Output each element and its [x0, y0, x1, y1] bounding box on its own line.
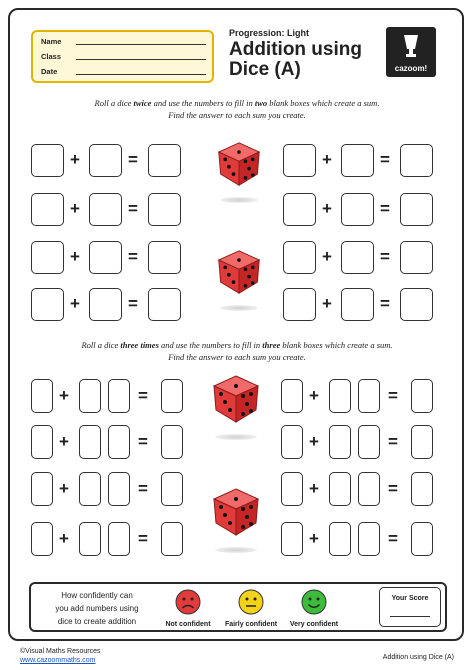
answer-box-addend[interactable] — [108, 522, 130, 556]
answer-box-addend[interactable] — [283, 288, 316, 321]
class-line[interactable] — [76, 59, 206, 60]
dice-shadow — [220, 305, 258, 311]
answer-box-addend[interactable] — [358, 522, 380, 556]
dice-icon — [216, 249, 262, 295]
equals-sign: = — [388, 386, 398, 405]
answer-box-addend[interactable] — [358, 425, 380, 459]
answer-box-addend[interactable] — [31, 425, 53, 459]
name-label: Name — [41, 37, 62, 46]
answer-box-total[interactable] — [161, 425, 183, 459]
answer-box-addend[interactable] — [281, 472, 303, 506]
answer-box-addend[interactable] — [329, 379, 351, 413]
answer-box-total[interactable] — [411, 472, 433, 506]
answer-box-total[interactable] — [148, 288, 181, 321]
answer-box-total[interactable] — [400, 193, 433, 226]
answer-box-total[interactable] — [148, 241, 181, 274]
score-line — [390, 616, 430, 617]
equals-sign: = — [128, 150, 138, 169]
answer-box-addend[interactable] — [31, 522, 53, 556]
copyright-text: ©Visual Maths Resources — [20, 648, 101, 655]
answer-box-total[interactable] — [148, 144, 181, 177]
very-confident-label: Very confident — [289, 621, 339, 628]
plus-sign: + — [309, 386, 319, 405]
title-line-2: Dice (A) — [229, 59, 301, 80]
not-confident-label: Not confident — [165, 621, 211, 628]
cazoom-logo-icon — [386, 27, 436, 77]
answer-box-addend[interactable] — [108, 425, 130, 459]
date-line[interactable] — [76, 74, 206, 75]
fairly-confident-label: Fairly confident — [224, 621, 278, 628]
plus-sign: + — [70, 247, 80, 266]
plus-sign: + — [309, 529, 319, 548]
footer-left — [20, 647, 101, 665]
plus-sign: + — [322, 294, 332, 313]
answer-box-addend[interactable] — [358, 379, 380, 413]
answer-box-addend[interactable] — [329, 472, 351, 506]
answer-box-total[interactable] — [411, 522, 433, 556]
answer-box-total[interactable] — [161, 472, 183, 506]
answer-box-addend[interactable] — [108, 472, 130, 506]
title-line-1: Addition using — [229, 39, 362, 60]
equals-sign: = — [388, 432, 398, 451]
page-title — [229, 40, 362, 80]
dice-icon — [211, 374, 261, 424]
answer-box-total[interactable] — [161, 522, 183, 556]
dice-icon — [216, 141, 262, 187]
progression-label: Progression: Light — [229, 28, 310, 38]
footer-title: Addition using Dice (A) — [382, 654, 454, 661]
instruction-2-line-1: Roll a dice three times and use the numbers to fill in three blank boxes which create a sum. — [81, 340, 393, 350]
confidence-panel — [29, 582, 447, 632]
answer-box-addend[interactable] — [341, 241, 374, 274]
plus-sign: + — [59, 432, 69, 451]
answer-box-addend[interactable] — [281, 425, 303, 459]
answer-box-addend[interactable] — [89, 193, 122, 226]
plus-sign: + — [70, 150, 80, 169]
answer-box-addend[interactable] — [108, 379, 130, 413]
answer-box-addend[interactable] — [31, 144, 64, 177]
answer-box-addend[interactable] — [283, 193, 316, 226]
answer-box-total[interactable] — [400, 144, 433, 177]
answer-box-addend[interactable] — [31, 288, 64, 321]
equals-sign: = — [138, 479, 148, 498]
plus-sign: + — [322, 150, 332, 169]
answer-box-addend[interactable] — [341, 144, 374, 177]
name-row — [41, 37, 206, 46]
equals-sign: = — [380, 150, 390, 169]
website-link[interactable]: www.cazoommaths.com — [20, 657, 96, 664]
answer-box-addend[interactable] — [89, 144, 122, 177]
answer-box-total[interactable] — [400, 288, 433, 321]
plus-sign: + — [59, 386, 69, 405]
answer-box-addend[interactable] — [281, 379, 303, 413]
answer-box-total[interactable] — [411, 379, 433, 413]
answer-box-addend[interactable] — [79, 379, 101, 413]
plus-sign: + — [309, 432, 319, 451]
answer-box-addend[interactable] — [341, 193, 374, 226]
equals-sign: = — [388, 529, 398, 548]
equals-sign: = — [380, 199, 390, 218]
equals-sign: = — [380, 294, 390, 313]
answer-box-addend[interactable] — [358, 472, 380, 506]
equals-sign: = — [138, 432, 148, 451]
answer-box-addend[interactable] — [329, 522, 351, 556]
instruction-1-line-1: Roll a dice twice and use the numbers to fill in two blank boxes which create a sum. — [94, 98, 380, 108]
plus-sign: + — [70, 294, 80, 313]
answer-box-addend[interactable] — [31, 193, 64, 226]
answer-box-addend[interactable] — [341, 288, 374, 321]
plus-sign: + — [322, 199, 332, 218]
answer-box-addend[interactable] — [283, 241, 316, 274]
equals-sign: = — [128, 199, 138, 218]
equals-sign: = — [128, 247, 138, 266]
answer-box-addend[interactable] — [329, 425, 351, 459]
answer-box-addend[interactable] — [31, 379, 53, 413]
instruction-1 — [0, 97, 474, 121]
dice-shadow — [215, 434, 257, 440]
logo-cup-icon — [403, 34, 419, 58]
answer-box-addend[interactable] — [79, 522, 101, 556]
answer-box-addend[interactable] — [89, 288, 122, 321]
plus-sign: + — [322, 247, 332, 266]
answer-box-addend[interactable] — [31, 241, 64, 274]
dice-shadow — [220, 197, 258, 203]
instruction-1-line-2: Find the answer to each sum you create. — [168, 110, 306, 120]
date-row — [41, 67, 206, 76]
date-label: Date — [41, 67, 58, 76]
plus-sign: + — [59, 529, 69, 548]
equals-sign: = — [138, 386, 148, 405]
score-label: Your Score — [391, 595, 429, 602]
equals-sign: = — [380, 247, 390, 266]
answer-box-total[interactable] — [411, 425, 433, 459]
dice-icon — [211, 487, 261, 537]
plus-sign: + — [309, 479, 319, 498]
score-box[interactable] — [379, 587, 441, 627]
plus-sign: + — [59, 479, 69, 498]
name-line[interactable] — [76, 44, 206, 45]
dice-shadow — [215, 547, 257, 553]
plus-sign: + — [70, 199, 80, 218]
sad-face-icon[interactable] — [175, 589, 201, 615]
answer-box-total[interactable] — [161, 379, 183, 413]
answer-box-addend[interactable] — [79, 425, 101, 459]
answer-box-addend[interactable] — [31, 472, 53, 506]
instruction-2 — [0, 339, 474, 363]
answer-box-addend[interactable] — [281, 522, 303, 556]
equals-sign: = — [128, 294, 138, 313]
answer-box-addend[interactable] — [283, 144, 316, 177]
answer-box-total[interactable] — [148, 193, 181, 226]
class-row — [41, 52, 206, 61]
name-class-date-box — [31, 30, 214, 83]
logo-text: cazoom! — [394, 64, 428, 73]
happy-face-icon[interactable] — [301, 589, 327, 615]
class-label: Class — [41, 52, 62, 61]
answer-box-total[interactable] — [400, 241, 433, 274]
answer-box-addend[interactable] — [89, 241, 122, 274]
answer-box-addend[interactable] — [79, 472, 101, 506]
equals-sign: = — [388, 479, 398, 498]
confidence-question: How confidently can you add numbers using dice to create addition — [55, 591, 139, 626]
equals-sign: = — [138, 529, 148, 548]
neutral-face-icon[interactable] — [238, 589, 264, 615]
instruction-2-line-2: Find the answer to each sum you create. — [168, 352, 306, 362]
